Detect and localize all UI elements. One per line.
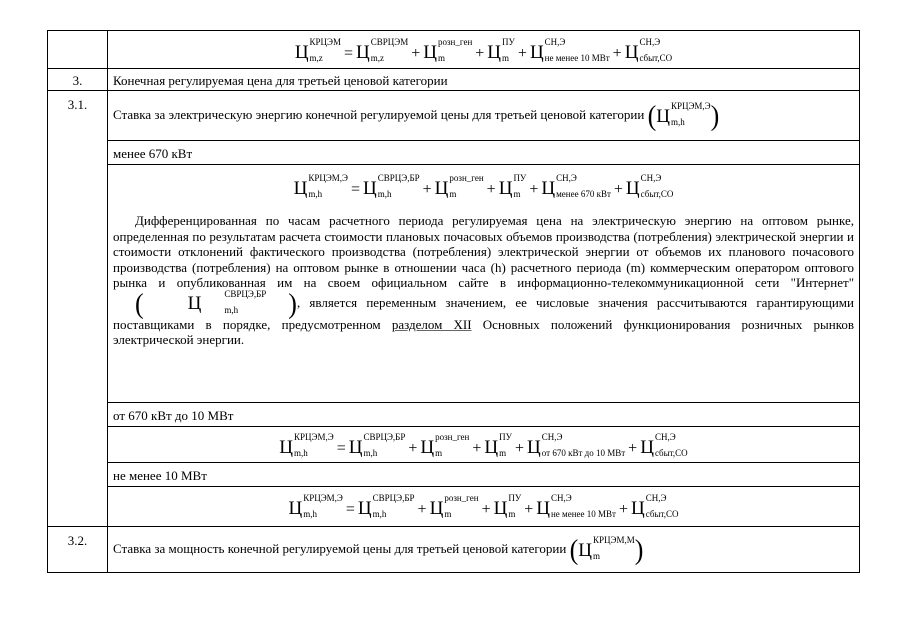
range-label-cell bbox=[108, 141, 860, 165]
equals-sign: = bbox=[344, 44, 354, 62]
subscript: m bbox=[444, 509, 452, 519]
subscript: менее 670 кВт bbox=[556, 189, 611, 199]
superscript: ПУ bbox=[502, 37, 515, 47]
symbol-base: Ц bbox=[624, 41, 639, 63]
range-label: менее 670 кВт bbox=[113, 146, 193, 161]
symbol bbox=[578, 535, 635, 561]
plus-sign: + bbox=[524, 500, 534, 518]
superscript: СН,Э bbox=[645, 493, 667, 503]
superscript: КРЦЭМ,Э bbox=[308, 173, 348, 183]
subsection-text: Ставка за мощность конечной регулируемой цены для третьей ценовой категории bbox=[113, 540, 567, 556]
table-row bbox=[48, 69, 860, 91]
range-label: от 670 кВт до 10 МВт bbox=[113, 408, 234, 423]
subscript: m,h bbox=[377, 189, 392, 199]
superscript: СН,Э bbox=[544, 37, 566, 47]
subscript: сбыт,СО bbox=[640, 189, 674, 199]
superscript: СВРЦЭ,БР bbox=[377, 173, 420, 183]
formula-symbol bbox=[363, 173, 420, 199]
superscript: СН,Э bbox=[550, 493, 572, 503]
formula bbox=[108, 487, 859, 519]
symbol-base: Ц bbox=[187, 293, 202, 314]
definition-paragraph: Дифференцированная по часам расчетного периода регулируемая цена на электрическую энергию на оптовом рынке, определенная по результатам расчета стоимости плановых почасовых объемов производства (потребления) электрической энергии и стоимости отклонений фактического производства (потребления) электрической энергии от объемов их планового почасового производства (потребления) на оптовом рынке в отношении часа (h) расчетного периода (m) коммерческим оператором оптового рынка и опубликованная им на своем официальном сайте в информационно-телекоммуникационной сети "Интернет" ( Ц СВРЦЭ,БР m,h ) , является переменным значением, ее числовые значения рассчитываются гарантирующими поставщиками в порядке, предусмотренном разделом XII Основных положений функционирования розничных рынков электрической энергии. bbox=[113, 213, 855, 347]
equals-sign: = bbox=[336, 439, 346, 457]
superscript: СВРЦЭ,БР bbox=[224, 288, 267, 299]
superscript: розн_ген bbox=[444, 493, 479, 503]
symbol-base: Ц bbox=[279, 436, 294, 458]
subscript: m,h bbox=[670, 117, 685, 127]
subscript: m,z bbox=[309, 53, 323, 63]
row-number: 3.1. bbox=[48, 91, 108, 527]
plus-sign: + bbox=[613, 180, 623, 198]
symbol-base: Ц bbox=[541, 177, 556, 199]
symbol-base: Ц bbox=[527, 436, 541, 458]
table-row bbox=[48, 141, 860, 165]
symbol bbox=[144, 288, 267, 315]
symbol-base: Ц bbox=[631, 497, 645, 519]
table-row bbox=[48, 487, 860, 527]
symbol-base: Ц bbox=[484, 436, 499, 458]
formula-symbol bbox=[498, 173, 527, 199]
symbol-base: Ц bbox=[423, 41, 437, 63]
equals-sign: = bbox=[345, 500, 355, 518]
plus-sign: + bbox=[515, 439, 525, 457]
equals-sign: = bbox=[350, 180, 361, 198]
formula-symbol bbox=[656, 101, 711, 127]
subscript: m,h bbox=[372, 509, 387, 519]
symbol-base: Ц bbox=[348, 436, 363, 458]
formula-symbol bbox=[529, 37, 610, 63]
plus-sign: + bbox=[517, 44, 527, 62]
superscript: розн_ген bbox=[449, 173, 484, 183]
symbol-base: Ц bbox=[293, 177, 308, 199]
subscript: m,h bbox=[363, 448, 378, 458]
row-number: 3.2. bbox=[48, 527, 108, 573]
superscript: КРЦЭМ,М bbox=[593, 535, 635, 545]
symbol-base: Ц bbox=[434, 177, 449, 199]
symbol-base: Ц bbox=[356, 41, 370, 63]
superscript: розн_ген bbox=[435, 432, 470, 442]
subscript: m bbox=[499, 448, 507, 458]
subscript: m bbox=[502, 53, 510, 63]
formula-symbol bbox=[434, 173, 484, 199]
symbol-paren: ( Ц КРЦЭМ,Э m,h ) bbox=[647, 99, 720, 132]
symbol-paren: ( Ц КРЦЭМ,М m ) bbox=[569, 533, 644, 566]
subscript: m bbox=[508, 509, 516, 519]
symbol-base: Ц bbox=[529, 41, 544, 63]
tariff-table bbox=[47, 30, 860, 573]
formula-symbol bbox=[487, 37, 515, 63]
formula-symbol bbox=[279, 432, 334, 458]
symbol-base: Ц bbox=[363, 177, 377, 199]
table-row bbox=[48, 91, 860, 141]
table-row bbox=[48, 527, 860, 573]
empty-num-cell bbox=[48, 31, 108, 69]
subscript: m bbox=[449, 189, 457, 199]
section-link[interactable]: разделом XII bbox=[391, 316, 472, 332]
formula-symbol bbox=[420, 432, 470, 458]
formula-symbol bbox=[640, 432, 688, 458]
plus-sign: + bbox=[529, 180, 539, 198]
row-number: 3. bbox=[48, 69, 108, 91]
superscript: КРЦЭМ,Э bbox=[303, 493, 343, 503]
symbol bbox=[656, 101, 711, 127]
symbol-base: Ц bbox=[288, 497, 303, 519]
superscript: КРЦЭМ bbox=[309, 37, 341, 47]
superscript: СН,Э bbox=[639, 37, 661, 47]
formula bbox=[108, 165, 859, 199]
superscript: СВРЦЭМ bbox=[370, 37, 409, 47]
subscript: m,z bbox=[370, 53, 385, 63]
plus-sign: + bbox=[475, 44, 485, 62]
subsection-heading bbox=[108, 91, 860, 141]
formula-symbol bbox=[484, 432, 513, 458]
formula-cell bbox=[108, 31, 860, 69]
formula-cell bbox=[108, 487, 860, 527]
superscript: СН,Э bbox=[541, 432, 563, 442]
range-label-cell bbox=[108, 403, 860, 427]
formula-symbol bbox=[578, 535, 635, 561]
symbol-base: Ц bbox=[429, 497, 444, 519]
superscript: СН,Э bbox=[556, 173, 577, 183]
plus-sign: + bbox=[481, 500, 491, 518]
plus-sign: + bbox=[411, 44, 421, 62]
symbol-base: Ц bbox=[420, 436, 435, 458]
subscript: сбыт,СО bbox=[639, 53, 673, 63]
subscript: m bbox=[435, 448, 443, 458]
subsection-heading bbox=[108, 527, 860, 573]
range-label-cell bbox=[108, 463, 860, 487]
superscript: СВРЦЭ,БР bbox=[363, 432, 406, 442]
formula-symbol bbox=[294, 37, 341, 63]
formula-symbol bbox=[624, 37, 673, 63]
formula-symbol bbox=[357, 493, 415, 519]
subscript: не менее 10 МВт bbox=[544, 53, 610, 63]
formula-symbol bbox=[293, 173, 348, 199]
plus-sign: + bbox=[472, 439, 482, 457]
subscript: m bbox=[513, 189, 521, 199]
formula-symbol bbox=[631, 493, 679, 519]
subscript: m,h bbox=[224, 304, 239, 315]
formula-symbol bbox=[423, 37, 473, 63]
superscript: КРЦЭМ,Э bbox=[294, 432, 334, 442]
table-row bbox=[48, 165, 860, 403]
plus-sign: + bbox=[486, 180, 496, 198]
superscript: ПУ bbox=[508, 493, 522, 503]
formula-symbol bbox=[348, 432, 406, 458]
section-heading: Конечная регулируемая цена для третьей ценовой категории bbox=[108, 69, 860, 91]
formula-symbol bbox=[166, 288, 267, 315]
formula-symbol bbox=[356, 37, 409, 63]
formula bbox=[108, 427, 859, 458]
plus-sign: + bbox=[628, 439, 638, 457]
superscript: ПУ bbox=[513, 173, 527, 183]
subscript: сбыт,СО bbox=[645, 509, 679, 519]
symbol-base: Ц bbox=[294, 41, 309, 63]
table-row bbox=[48, 31, 860, 69]
plus-sign: + bbox=[422, 180, 432, 198]
symbol-base: Ц bbox=[625, 177, 640, 199]
formula-symbol bbox=[527, 432, 626, 458]
definition-cell bbox=[108, 165, 860, 403]
formula-symbol bbox=[536, 493, 616, 519]
plus-sign: + bbox=[618, 500, 629, 518]
subscript: не менее 10 МВт bbox=[550, 509, 616, 519]
symbol-base: Ц bbox=[493, 497, 508, 519]
formula-symbol bbox=[429, 493, 479, 519]
subscript: сбыт,СО bbox=[654, 448, 688, 458]
subscript: m bbox=[438, 53, 446, 63]
formula-cell bbox=[108, 427, 860, 463]
formula-symbol bbox=[541, 173, 611, 199]
formula-symbol bbox=[625, 173, 674, 199]
formula-symbol bbox=[493, 493, 522, 519]
superscript: СН,Э bbox=[654, 432, 676, 442]
subscript: m,h bbox=[308, 189, 323, 199]
superscript: СН,Э bbox=[640, 173, 662, 183]
symbol-base: Ц bbox=[357, 497, 372, 519]
plus-sign: + bbox=[612, 44, 622, 62]
subscript: m,h bbox=[294, 448, 308, 458]
symbol-base: Ц bbox=[578, 539, 593, 561]
subscript: от 670 кВт до 10 МВт bbox=[541, 448, 626, 458]
symbol-base: Ц bbox=[536, 497, 550, 519]
superscript: КРЦЭМ,Э bbox=[670, 101, 711, 111]
subsection-text: Ставка за электрическую энергию конечной регулируемой цены для третьей ценовой категории bbox=[113, 106, 645, 122]
plus-sign: + bbox=[408, 439, 418, 457]
formula bbox=[108, 31, 859, 63]
plus-sign: + bbox=[417, 500, 427, 518]
superscript: ПУ bbox=[499, 432, 513, 442]
formula-symbol bbox=[288, 493, 343, 519]
table-row bbox=[48, 463, 860, 487]
table-row bbox=[48, 427, 860, 463]
subscript: m,h bbox=[303, 509, 317, 519]
symbol-base: Ц bbox=[640, 436, 654, 458]
superscript: СВРЦЭ,БР bbox=[372, 493, 415, 503]
table-row bbox=[48, 403, 860, 427]
range-label: не менее 10 МВт bbox=[113, 468, 207, 483]
symbol-base: Ц bbox=[498, 177, 513, 199]
symbol-base: Ц bbox=[656, 105, 670, 127]
subscript: m bbox=[593, 551, 601, 561]
symbol-base: Ц bbox=[487, 41, 502, 63]
superscript: розн_ген bbox=[438, 37, 473, 47]
symbol-paren: ( Ц СВРЦЭ,БР m,h ) bbox=[135, 287, 297, 319]
